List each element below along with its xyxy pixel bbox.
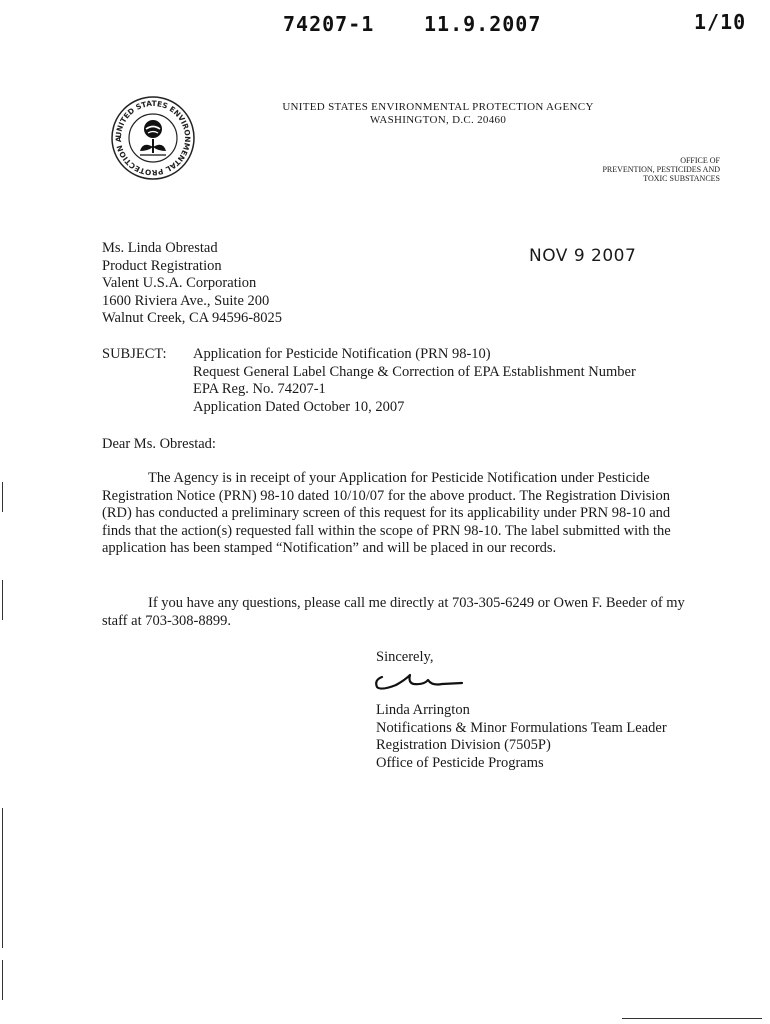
scan-edge-line [2,580,3,620]
handwritten-reg-number: 74207-1 [283,12,375,36]
scan-edge-line [2,482,3,512]
office-line: PREVENTION, PESTICIDES AND [602,165,720,174]
signature-scribble [372,668,467,694]
handwritten-date: 11.9.2007 [424,12,542,36]
signer-title: Notifications & Minor Formulations Team Leader [376,719,667,736]
office-block [560,156,720,183]
addressee-block [102,240,282,328]
addressee-line: 1600 Riviera Ave., Suite 200 [102,292,270,309]
date-stamp: NOV 9 2007 [529,246,637,266]
body-paragraph-2: If you have any questions, please call me directly at 703-305-6249 or Owen F. Beeder of my staff at 703-308-8899. [102,595,685,629]
subject-line: Application Dated October 10, 2007 [193,398,405,415]
subject-line: EPA Reg. No. 74207-1 [193,381,326,397]
svg-text:UNITED STATES ENVIRONMENTAL PR: UNITED STATES ENVIRONMENTAL PROTECTION A [113,98,193,178]
signature-block [376,702,667,772]
signer-name: Linda Arrington [376,702,470,718]
agency-name: UNITED STATES ENVIRONMENTAL PROTECTION AGENCY [282,101,594,113]
scan-bottom-rule [622,1018,762,1019]
subject-block [193,346,636,416]
handwritten-page-mark: 1/10 [694,10,747,34]
addressee-line: Walnut Creek, CA 94596-8025 [102,310,283,326]
signer-office: Office of Pesticide Programs [376,754,544,771]
closing: Sincerely, [376,649,434,665]
salutation: Dear Ms. Obrestad: [102,436,216,452]
scan-edge-line [2,960,3,1000]
body-paragraph-1: The Agency is in receipt of your Application for Pesticide Notification under Pesticide Registration Notice (PRN) 98-10 dated 10/10/07 for the above product. The Registration Division (RD) has conducted a preliminary screen of this request for its applicability under PRN 98-10 and finds that the action(s) requested fall within the scope of PRN 98-10. The label submitted with the application has been stamped “Notification” and will be placed in our records. [102,470,671,556]
office-line: TOXIC SUBSTANCES [643,174,720,183]
addressee-line: Valent U.S.A. Corporation [102,275,257,291]
epa-seal-logo [110,95,196,181]
signer-division: Registration Division (7505P) [376,737,551,753]
agency-address: WASHINGTON, D.C. 20460 [369,114,507,126]
subject-line: Request General Label Change & Correction of EPA Establishment Number [193,363,636,380]
subject-label: SUBJECT: [102,346,167,362]
agency-name-block [262,101,614,127]
scan-edge-line [2,808,3,948]
addressee-line: Product Registration [102,257,222,274]
subject-line: Application for Pesticide Notification (PRN 98-10) [193,346,491,362]
addressee-line: Ms. Linda Obrestad [102,240,218,256]
office-line: OFFICE OF [680,156,720,165]
